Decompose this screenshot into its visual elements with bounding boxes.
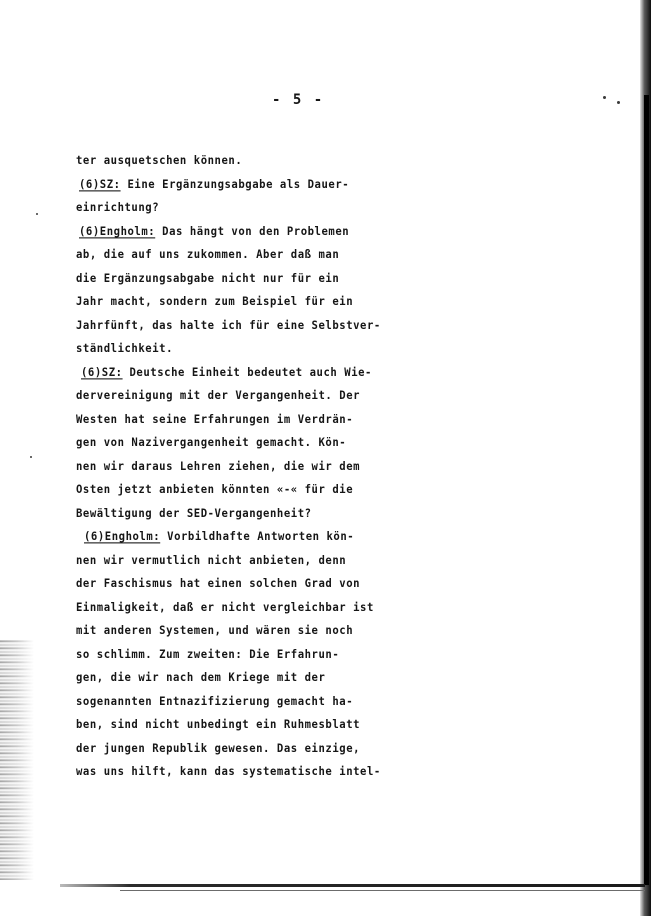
line-text: Vorbildhafte Antworten kön- (160, 530, 355, 544)
text-line (76, 596, 376, 621)
scan-left-noise (0, 640, 34, 880)
line-text: Einmaligkeit, daß er nicht vergleichbar ist (76, 600, 374, 614)
line-speaker: (6)Engholm: (79, 224, 156, 238)
text-line (76, 643, 376, 668)
text-line (76, 431, 376, 456)
line-text: gen, die wir nach dem Kriege mit der (76, 671, 326, 685)
line-text: Jahr macht, sondern zum Beispiel für ein (76, 295, 354, 309)
page-number: - 5 - (272, 92, 325, 108)
text-line (76, 243, 376, 268)
text-line (76, 314, 381, 339)
line-text: der Faschismus hat einen solchen Grad von (76, 577, 361, 591)
scan-edge-bar (644, 95, 649, 885)
text-line (76, 173, 376, 198)
text-line (76, 502, 376, 527)
scan-speck (603, 96, 606, 99)
text-line (76, 337, 376, 362)
line-text: einrichtung? (76, 201, 160, 215)
line-speaker: (6)SZ: (81, 365, 123, 379)
text-line (76, 619, 376, 644)
text-line (76, 572, 376, 597)
scan-bottom-rule (60, 884, 645, 887)
text-line (76, 666, 376, 691)
interview-text (76, 150, 381, 785)
line-text: nen wir vermutlich nicht anbieten, denn (76, 553, 347, 567)
line-text: ter ausquetschen können. (76, 154, 243, 168)
text-line (76, 196, 376, 221)
line-text: Bewältigung der SED-Vergangenheit? (76, 506, 312, 520)
scan-speck (617, 101, 620, 104)
line-text: sogenannten Entnazifizierung gemacht ha- (76, 694, 354, 708)
line-text: mit anderen Systemen, und wären sie noch (76, 624, 354, 638)
text-line (76, 478, 376, 503)
text-line (76, 760, 381, 785)
line-text: Osten jetzt anbieten könnten «-« für die (76, 483, 354, 497)
text-line (76, 713, 376, 738)
line-speaker: (6)Engholm: (84, 530, 161, 544)
text-line (76, 361, 376, 386)
text-line (76, 267, 376, 292)
text-line (76, 290, 376, 315)
text-line (76, 690, 376, 715)
text-line (76, 737, 376, 762)
line-text: nen wir daraus Lehren ziehen, die wir dem (76, 459, 361, 473)
line-text: Jahrfünft, das halte ich für eine Selbstver- (76, 318, 381, 332)
line-text: gen von Nazivergangenheit gemacht. Kön- (76, 436, 347, 450)
line-text: Das hängt von den Problemen (155, 224, 350, 238)
scan-speck (30, 456, 32, 458)
line-text: der jungen Republik gewesen. Das einzige, (76, 741, 361, 755)
text-line (76, 220, 376, 245)
text-line (76, 149, 376, 174)
line-text: dervereinigung mit der Vergangenheit. Der (76, 389, 361, 403)
line-text: Eine Ergänzungsabgabe als Dauer- (120, 177, 350, 191)
text-line (76, 384, 376, 409)
line-text: Westen hat seine Erfahrungen im Verdrän- (76, 412, 354, 426)
line-text: so schlimm. Zum zweiten: Die Erfahrun- (76, 647, 340, 661)
text-line (76, 455, 376, 480)
text-line (76, 525, 376, 550)
line-speaker: (6)SZ: (79, 177, 121, 191)
scan-bottom-rule-thin (120, 890, 645, 891)
text-line (76, 408, 376, 433)
text-line (76, 549, 376, 574)
line-text: ben, sind nicht unbedingt ein Ruhmesblatt (76, 718, 361, 732)
line-text: ständlichkeit. (76, 342, 173, 356)
line-text: Deutsche Einheit bedeutet auch Wie- (122, 365, 372, 379)
line-text: was uns hilft, kann das systematische intel- (76, 765, 381, 779)
scan-speck (36, 213, 38, 215)
line-text: ab, die auf uns zukommen. Aber daß man (76, 248, 340, 262)
line-text: die Ergänzungsabgabe nicht nur für ein (76, 271, 340, 285)
